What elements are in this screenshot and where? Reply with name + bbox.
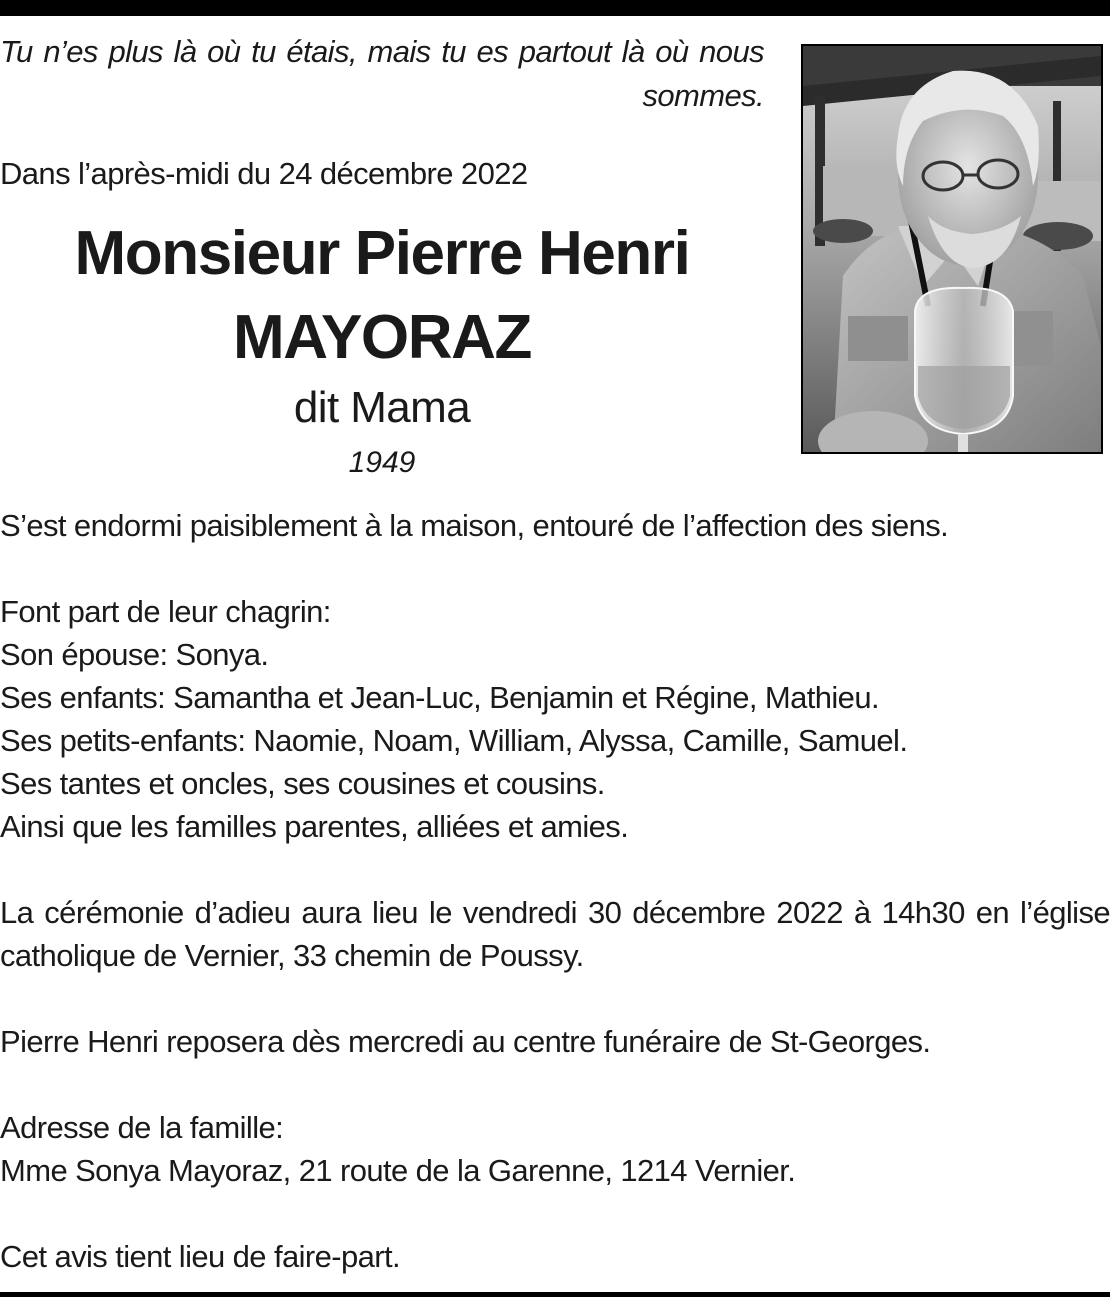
name-line-1: Monsieur Pierre Henri: [74, 219, 690, 288]
closing-text: Cet avis tient lieu de faire-part.: [0, 1239, 401, 1274]
top-rule: [0, 0, 1110, 16]
epigraph-quote: Tu n’es plus là où tu étais, mais tu es partout là où nous sommes.: [0, 34, 764, 113]
portrait-photo: [801, 44, 1103, 454]
family-relatives: Ainsi que les familles parentes, alliées et amies.: [0, 809, 629, 844]
date-of-death: Dans l’après-midi du 24 décembre 2022: [0, 156, 528, 191]
family-spouse: Son épouse: Sonya.: [0, 637, 269, 672]
family-grandchildren: Ses petits-enfants: Naomie, Noam, William, Alyssa, Camille, Samuel.: [0, 723, 908, 758]
deceased-name: [0, 212, 764, 380]
family-aunts-uncles: Ses tantes et oncles, ses cousines et cousins.: [0, 766, 605, 801]
notice-body: [0, 504, 1110, 1278]
name-line-2: MAYORAZ: [233, 303, 531, 372]
family-address: Mme Sonya Mayoraz, 21 route de la Garenne, 1214 Vernier.: [0, 1153, 796, 1188]
birth-year: 1949: [348, 446, 416, 479]
intro-text: S’est endormi paisiblement à la maison, entouré de l’affection des siens.: [0, 508, 949, 543]
nickname: dit Mama: [293, 383, 471, 432]
family-children: Ses enfants: Samantha et Jean-Luc, Benjamin et Régine, Mathieu.: [0, 680, 879, 715]
bottom-rule: [0, 1292, 1110, 1297]
portrait-illustration: [803, 46, 1101, 452]
ceremony-text: La cérémonie d’adieu aura lieu le vendredi 30 décembre 2022 à 14h30 en l’église catholique de Vernier, 33 chemin de Poussy.: [0, 895, 1110, 973]
repose-text: Pierre Henri reposera dès mercredi au centre funéraire de St-Georges.: [0, 1024, 931, 1059]
family-heading: Font part de leur chagrin:: [0, 594, 331, 629]
address-heading: Adresse de la famille:: [0, 1110, 284, 1145]
